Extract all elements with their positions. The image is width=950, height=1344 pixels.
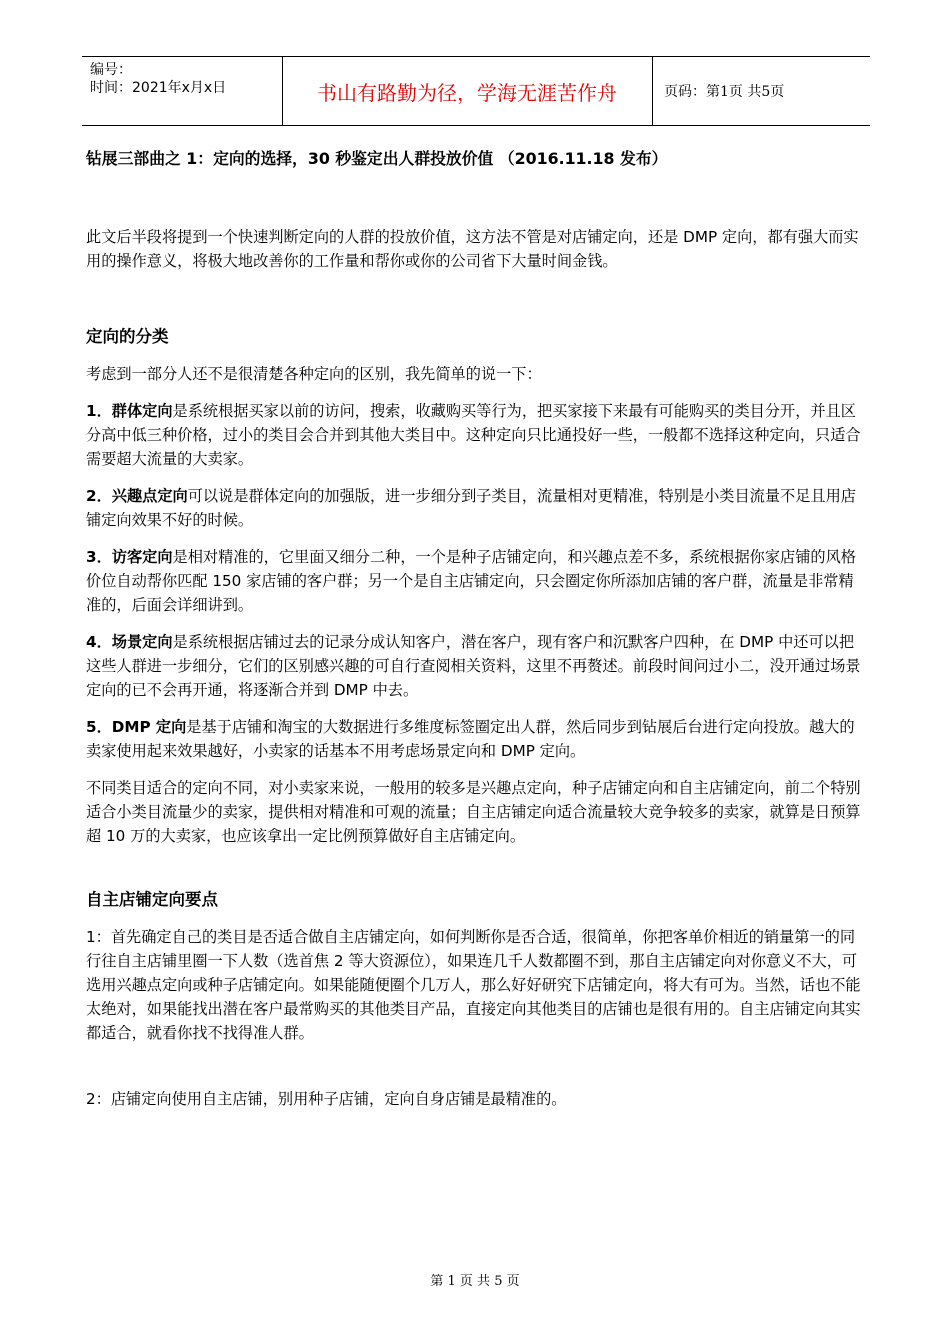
list-item-text: 是基于店铺和淘宝的大数据进行多维度标签圈定出人群，然后同步到钻展后台进行定向投放。越大的卖家使用起来效果越好，小卖家的话基本不用考虑场景定向和 DMP 定向。 [86, 718, 855, 760]
list-item-term: 场景定向 [111, 633, 173, 651]
section-heading: 定向的分类 [86, 327, 169, 346]
intro-paragraph: 此文后半段将提到一个快速判断定向的人群的投放价值，这方法不管是对店铺定向，还是 DMP 定向，都有强大而实用的操作意义，将极大地改善你的工作量和帮你或你的公司省下大量时间金钱。 [86, 228, 859, 270]
list-item-text: 可以说是群体定向的加强版，进一步细分到子类目，流量相对更精准，特别是小类目流量不足且用店铺定向效果不好的时候。 [86, 487, 856, 529]
list-item [86, 630, 864, 702]
list-item [86, 484, 864, 532]
list-item-number: 4． [86, 633, 112, 651]
section-lead: 考虑到一部分人还不是很清楚各种定向的区别，我先简单的说一下： [86, 365, 542, 383]
document-header [82, 56, 870, 126]
header-meta [90, 61, 226, 97]
list-item [86, 399, 864, 471]
page-footer: 第 1 页 共 5 页 [430, 1274, 520, 1289]
list-item-text: 是系统根据买家以前的访问，搜索，收藏购买等行为，把买家接下来最有可能购买的类目分开，并且区分高中低三种价格，过小的类目会合并到其他大类目中。这种定向只比通投好一些，一般都不选择这种定向，只适合需要超大流量的大卖家。 [86, 402, 861, 468]
list-item-text: 是相对精准的，它里面又细分二种，一个是种子店铺定向，和兴趣点差不多，系统根据你家店铺的风格价位自动帮你匹配 150 家店铺的客户群；另一个是自主店铺定向，只会圈定你所添加店铺的客户群，流量是非常精准的，后面会详细讲到。 [86, 548, 856, 614]
number-label: 编号： [90, 62, 132, 78]
list-item-number: 3． [86, 548, 112, 566]
list-item-term: DMP 定向 [111, 718, 187, 736]
document-title: 钻展三部曲之 1：定向的选择，30 秒鉴定出人群投放价值 （2016.11.18 发布） [86, 149, 668, 168]
body-paragraph: 2：店铺定向使用自主店铺，别用种子店铺，定向自身店铺是最精准的。 [86, 1090, 567, 1108]
list-item-number: 5． [86, 718, 112, 736]
body-paragraph: 1：首先确定自己的类目是否适合做自主店铺定向，如何判断你是否合适，很简单，你把客单价相近的销量第一的同行往自主店铺里圈一下人数（选首焦 2 等大资源位），如果连几千人数都圈不到，那自主店铺定向对你意义不大，可选用兴趣点定向或种子店铺定向。如果能随便圈个几万人，那么好好研究下店铺定向，将大有可为。当然，话也不能太绝对，如果能找出潜在客户最常购买的其他类目产品，直接定向其他类目的店铺也是很有用的。自主店铺定向其实都适合，就看你找不找得准人群。 [86, 928, 861, 1042]
header-divider [652, 57, 653, 125]
list-item-term: 兴趣点定向 [111, 487, 188, 505]
list-item-term: 群体定向 [111, 402, 173, 420]
list-item-text: 是系统根据店铺过去的记录分成认知客户，潜在客户，现有客户和沉默客户四种，在 DMP 中还可以把这些人群进一步细分，它们的区别感兴趣的可自行查阅相关资料，这里不再赘述。前段时间问过小二，没开通过场景定向的已不会再开通，将逐渐合并到 DMP 中去。 [86, 633, 861, 699]
section-heading: 自主店铺定向要点 [86, 890, 218, 909]
list-item [86, 715, 864, 763]
header-page-code: 页码：第1页 共5页 [664, 84, 785, 100]
time-label: 时间：2021年x月x日 [90, 80, 227, 96]
list-item [86, 545, 864, 617]
list-item-number: 2． [86, 487, 112, 505]
list-item-number: 1． [86, 402, 112, 420]
list-item-term: 访客定向 [111, 548, 173, 566]
header-motto: 书山有路勤为径，学海无涯苦作舟 [317, 80, 617, 105]
document-body [86, 147, 864, 1111]
summary-paragraph: 不同类目适合的定向不同，对小卖家来说，一般用的较多是兴趣点定向，种子店铺定向和自主店铺定向，前二个特别适合小类目流量少的卖家，提供相对精准和可观的流量；自主店铺定向适合流量较大竞争较多的卖家，就算是日预算超 10 万的大卖家，也应该拿出一定比例预算做好自主店铺定向。 [86, 779, 861, 845]
